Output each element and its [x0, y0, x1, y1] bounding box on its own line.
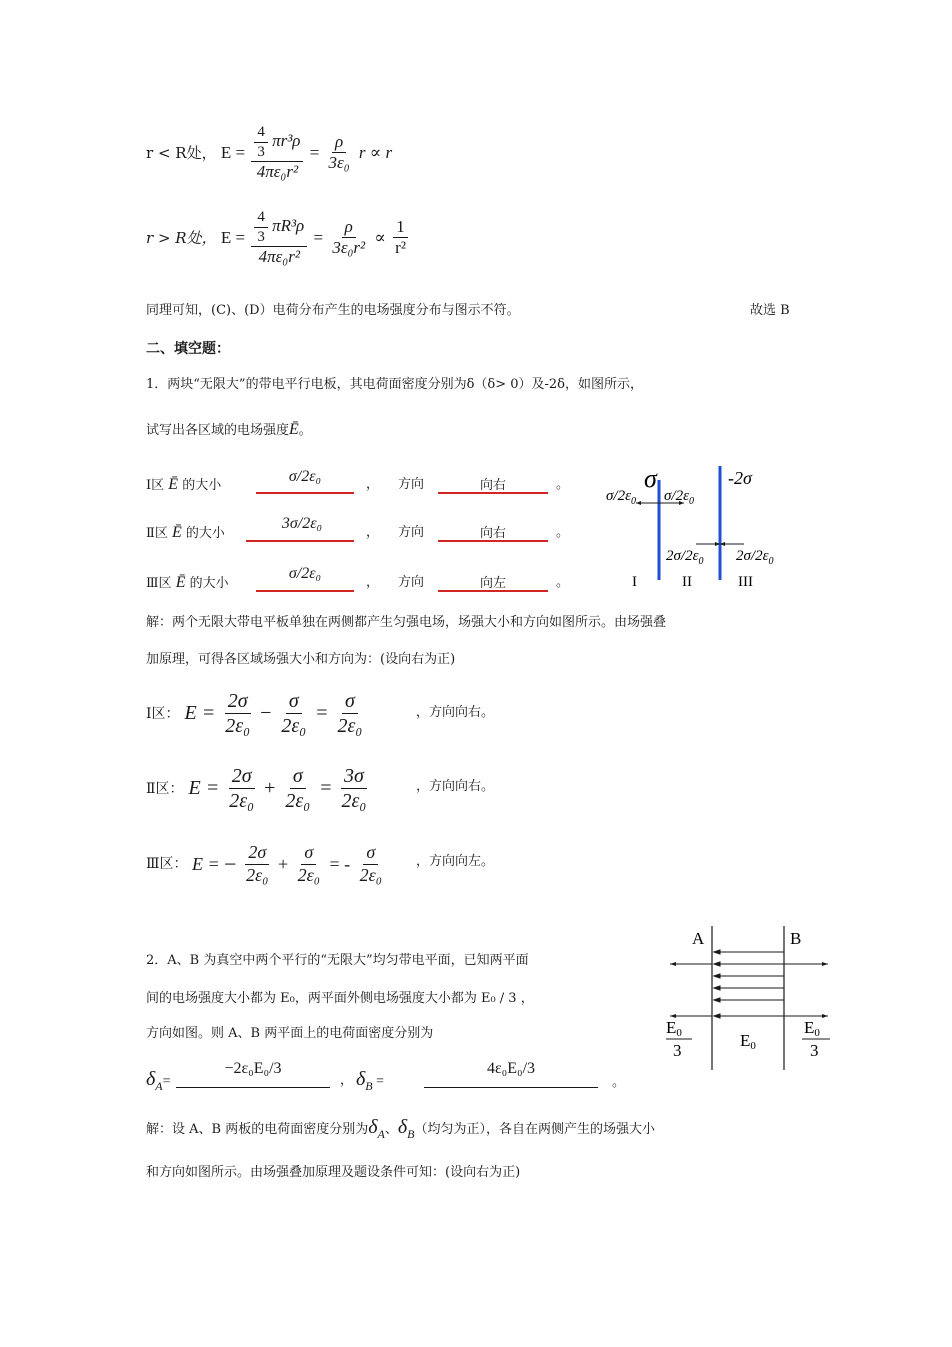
E-symbol: E =: [220, 142, 246, 162]
region-I-label: I: [632, 574, 637, 590]
inner-field-arrows: [714, 950, 784, 1018]
q1-row-II-direction: 向右: [479, 525, 506, 540]
q1-row-II-direction-label: 方向: [398, 525, 425, 540]
q2-end: 。: [612, 1075, 626, 1090]
outer-left-denominator: 3: [673, 1041, 682, 1060]
q1-row-II-magnitude: 3σ/2ε₀: [281, 515, 323, 532]
arrowhead-outer-left: [670, 962, 676, 966]
conclusion-choice: 故选 B: [750, 303, 790, 318]
q1-row-II-direction-blank: [438, 540, 548, 542]
q1-stem-line1: 1．两块“无限大”的带电平行电板，其电荷面密度分别为δ（δ> 0）及-2δ，如图所示，: [146, 377, 644, 392]
arrowhead-outer-right-2: [822, 1014, 828, 1018]
derivation-r-less-R: [146, 124, 392, 182]
q1-row-I-magnitude-blank: [256, 492, 354, 494]
label-sigma: σ: [644, 464, 657, 493]
q2-stem-line3: 方向如图。则 A、B 两平面上的电荷面密度分别为: [146, 1026, 434, 1041]
plane-A-label: A: [692, 929, 705, 948]
outer-right-value: E0: [804, 1018, 820, 1039]
section-title: 二、填空题：: [146, 341, 230, 357]
region-III-label: III: [738, 574, 753, 590]
arrowhead-outer-right: [822, 962, 828, 966]
equals: =: [309, 142, 320, 162]
q1-equation-I: Ⅰ区： E = $\frac{2\sigma}{\text{2ε₀}}$ − $\frac{\sigma}{\text{2ε₀}}$ = $\frac{\sigma}{\text{2ε₀}}$: [146, 690, 363, 737]
q2-delta-A-label: $\delta_A=$: [146, 1068, 171, 1093]
fraction-inverse-square: $\frac{1}{\text{r²}}$: [395, 216, 406, 258]
q2-planes-figure: [662, 922, 838, 1072]
q1-row-I-direction: 向右: [479, 477, 506, 492]
fraction-main: $\frac{4}{3}$ πR³ρ 4πε₀r²: [251, 209, 307, 267]
q1-row-I-end: 。: [556, 477, 570, 492]
q1-row-III-direction-label: 方向: [398, 575, 425, 590]
derivation-r-greater-R: [146, 209, 411, 267]
field-sigma-right: $\sigma/2\varepsilon_0$: [664, 488, 694, 507]
plane-B-label: B: [790, 929, 802, 948]
q2-delta-B-blank: [424, 1087, 598, 1088]
q2-solution-line1: 解：设 A、B 两板的电荷面密度分别为$\delta_A$、$\delta_B$（均匀为正），各自在两侧产生的场强大小: [146, 1116, 656, 1141]
label-neg-two-sigma: -2σ: [728, 468, 752, 488]
q2-separator: ，: [340, 1073, 354, 1088]
q2-delta-B-label: $\delta_B$ =: [356, 1068, 385, 1093]
q1-row-III-comma: ，: [366, 575, 380, 590]
q2-delta-B-answer: 4ε₀E₀/3: [486, 1060, 536, 1077]
conclusion-text: 同理可知，(C)、(D）电荷分布产生的电场强度分布与图示不符。: [146, 303, 520, 318]
q2-solution-line2: 和方向如图所示。由场强叠加原理及题设条件可知：(设向右为正): [146, 1165, 521, 1180]
q1-equation-III: Ⅲ区： E = − $\frac{2\sigma}{\text{2ε₀}}$ + $\frac{\sigma}{\text{2ε₀}}$ = - $\frac{\sigma}{\text{2ε₀}}$: [146, 842, 382, 885]
q1-row-III-direction-blank: [438, 590, 548, 592]
condition-label: r < R处，: [146, 144, 217, 163]
q1-row-III-magnitude-blank: [256, 590, 354, 592]
q1-row-I-direction-blank: [438, 492, 548, 494]
E-symbol: E =: [220, 227, 246, 247]
q1-row-III-direction: 向左: [479, 575, 506, 590]
inner-value: E0: [740, 1031, 756, 1052]
q1-row-II-comma: ，: [366, 525, 380, 540]
q1-row-II-label: Ⅱ区 Ē 的大小: [146, 524, 225, 541]
fraction-rho: $\frac{\rho}{\text{3ε₀}}$: [328, 131, 350, 173]
outer-left-value: E0: [666, 1018, 682, 1039]
fraction-rho: $\frac{\rho}{\text{3ε₀r²}}$: [332, 216, 366, 258]
q1-row-III-magnitude: σ/2ε₀: [288, 565, 322, 582]
q1-stem-line2: 试写出各区域的电场强度Ē。: [146, 421, 312, 438]
arrowhead-left: [636, 501, 641, 505]
q1-row-II-magnitude-blank: [246, 540, 354, 542]
q1-equation-II: Ⅱ区： E = $\frac{2\sigma}{\text{2ε₀}}$ + $\frac{\sigma}{\text{2ε₀}}$ = $\frac{3\sigma}{\text{2ε₀}}$: [146, 765, 367, 812]
proportional-tail: r ∝ r: [358, 142, 393, 162]
q1-solution-line1: 解：两个无限大带电平板单独在两侧都产生匀强电场，场强大小和方向如图所示。由场强叠: [146, 615, 667, 630]
q2-delta-A-blank: [176, 1087, 330, 1088]
q1-row-I-magnitude: σ/2ε₀: [288, 468, 322, 485]
q1-row-I-label: Ⅰ区 Ē 的大小: [146, 476, 222, 493]
field-two-sigma-left: $2\sigma/2\varepsilon_0$: [666, 548, 704, 567]
q2-stem-line1: 2．A、B 为真空中两个平行的“无限大”均匀带电平面，已知两平面: [146, 953, 529, 968]
outer-right-denominator: 3: [810, 1041, 819, 1060]
q2-delta-A-answer: −2ε₀E₀/3: [224, 1060, 282, 1077]
q1-row-I-comma: ，: [366, 477, 380, 492]
q1-row-III-end: 。: [556, 575, 570, 590]
q1-plates-figure: [596, 460, 806, 590]
proportional-symbol: ∝: [374, 227, 386, 247]
field-sigma-left: $\sigma/2\varepsilon_0$: [606, 488, 636, 507]
field-two-sigma-right: $2\sigma/2\varepsilon_0$: [736, 548, 774, 567]
q1-equation-II-note: ，方向向右。: [416, 779, 495, 794]
condition-label: r > R处，: [146, 229, 217, 248]
equals: =: [313, 227, 324, 247]
fraction-main: $\frac{4}{3}$ πr³ρ 4πε₀r²: [251, 124, 303, 182]
q1-equation-I-note: ，方向向右。: [416, 705, 495, 720]
region-II-label: II: [682, 574, 692, 590]
q1-row-II-end: 。: [556, 525, 570, 540]
q2-stem-line2: 间的电场强度大小都为 E₀，两平面外侧电场强度大小都为 E₀ / 3 ，: [146, 991, 534, 1006]
q1-row-I-direction-label: 方向: [398, 477, 425, 492]
q1-solution-line2: 加原理，可得各区域场强大小和方向为：(设向右为正): [146, 652, 456, 667]
q1-equation-III-note: ，方向向左。: [416, 854, 495, 869]
q1-row-III-label: Ⅲ区 Ē 的大小: [146, 574, 229, 591]
